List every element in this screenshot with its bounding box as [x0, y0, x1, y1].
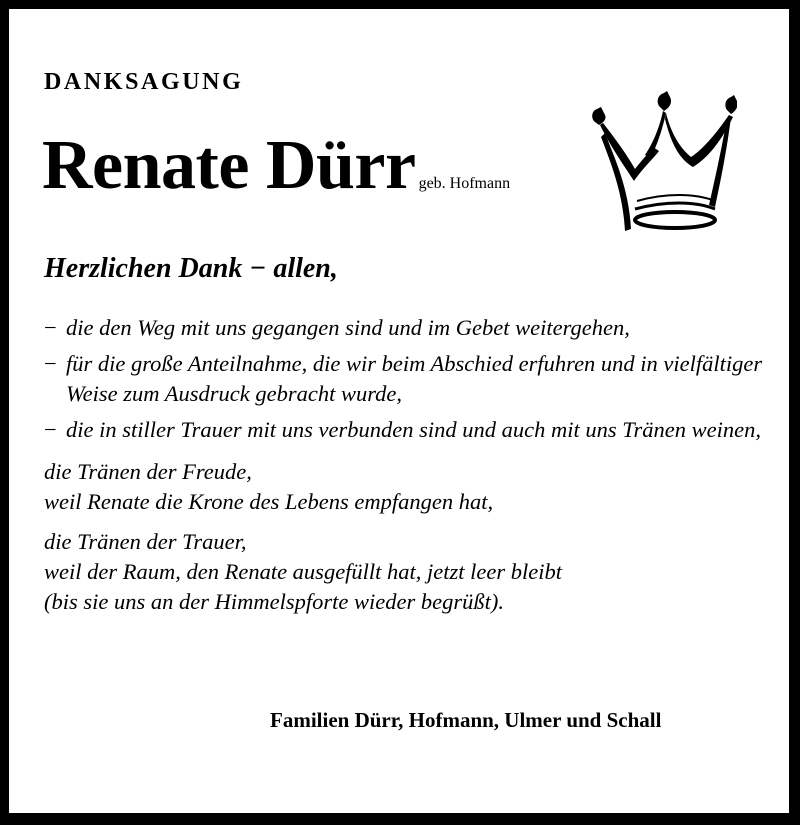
greeting: Herzlichen Dank − allen, — [44, 253, 338, 284]
stanza-joy — [44, 457, 764, 517]
dash: − — [44, 351, 57, 376]
notice-body — [44, 313, 764, 617]
stanza-line: weil Renate die Krone des Lebens empfangen hat, — [44, 489, 494, 514]
deceased-name: Renate Dürr — [42, 127, 416, 204]
thanks-item-text: für die große Anteilnahme, die wir beim Abschied erfuhren und in vielfältiger Weise zum Ausdruck gebracht wurde, — [66, 351, 763, 406]
notice-kicker: DANKSAGUNG — [44, 69, 244, 95]
dash: − — [44, 315, 57, 340]
maiden-name: geb. Hofmann — [418, 175, 511, 192]
thanks-item-text: die den Weg mit uns gegangen sind und im Gebet weitergehen, — [66, 315, 630, 340]
crown-icon — [587, 89, 737, 239]
family-signature: Familien Dürr, Hofmann, Ulmer und Schall — [270, 708, 662, 732]
thanks-item-text: die in stiller Trauer mit uns verbunden sind und auch mit uns Tränen weinen, — [66, 417, 761, 442]
stanza-grief — [44, 527, 764, 617]
stanza-line: (bis sie uns an der Himmelspforte wieder begrüßt). — [44, 589, 504, 614]
thanks-item — [44, 415, 764, 445]
stanza-line: die Tränen der Trauer, — [44, 529, 247, 554]
dash: − — [44, 417, 57, 442]
thanks-item — [44, 349, 764, 409]
thanks-item — [44, 313, 764, 343]
stanza-line: weil der Raum, den Renate ausgefüllt hat, jetzt leer bleibt — [44, 559, 563, 584]
obituary-notice — [9, 9, 789, 813]
stanza-line: die Tränen der Freude, — [44, 459, 252, 484]
name-row — [42, 127, 511, 204]
